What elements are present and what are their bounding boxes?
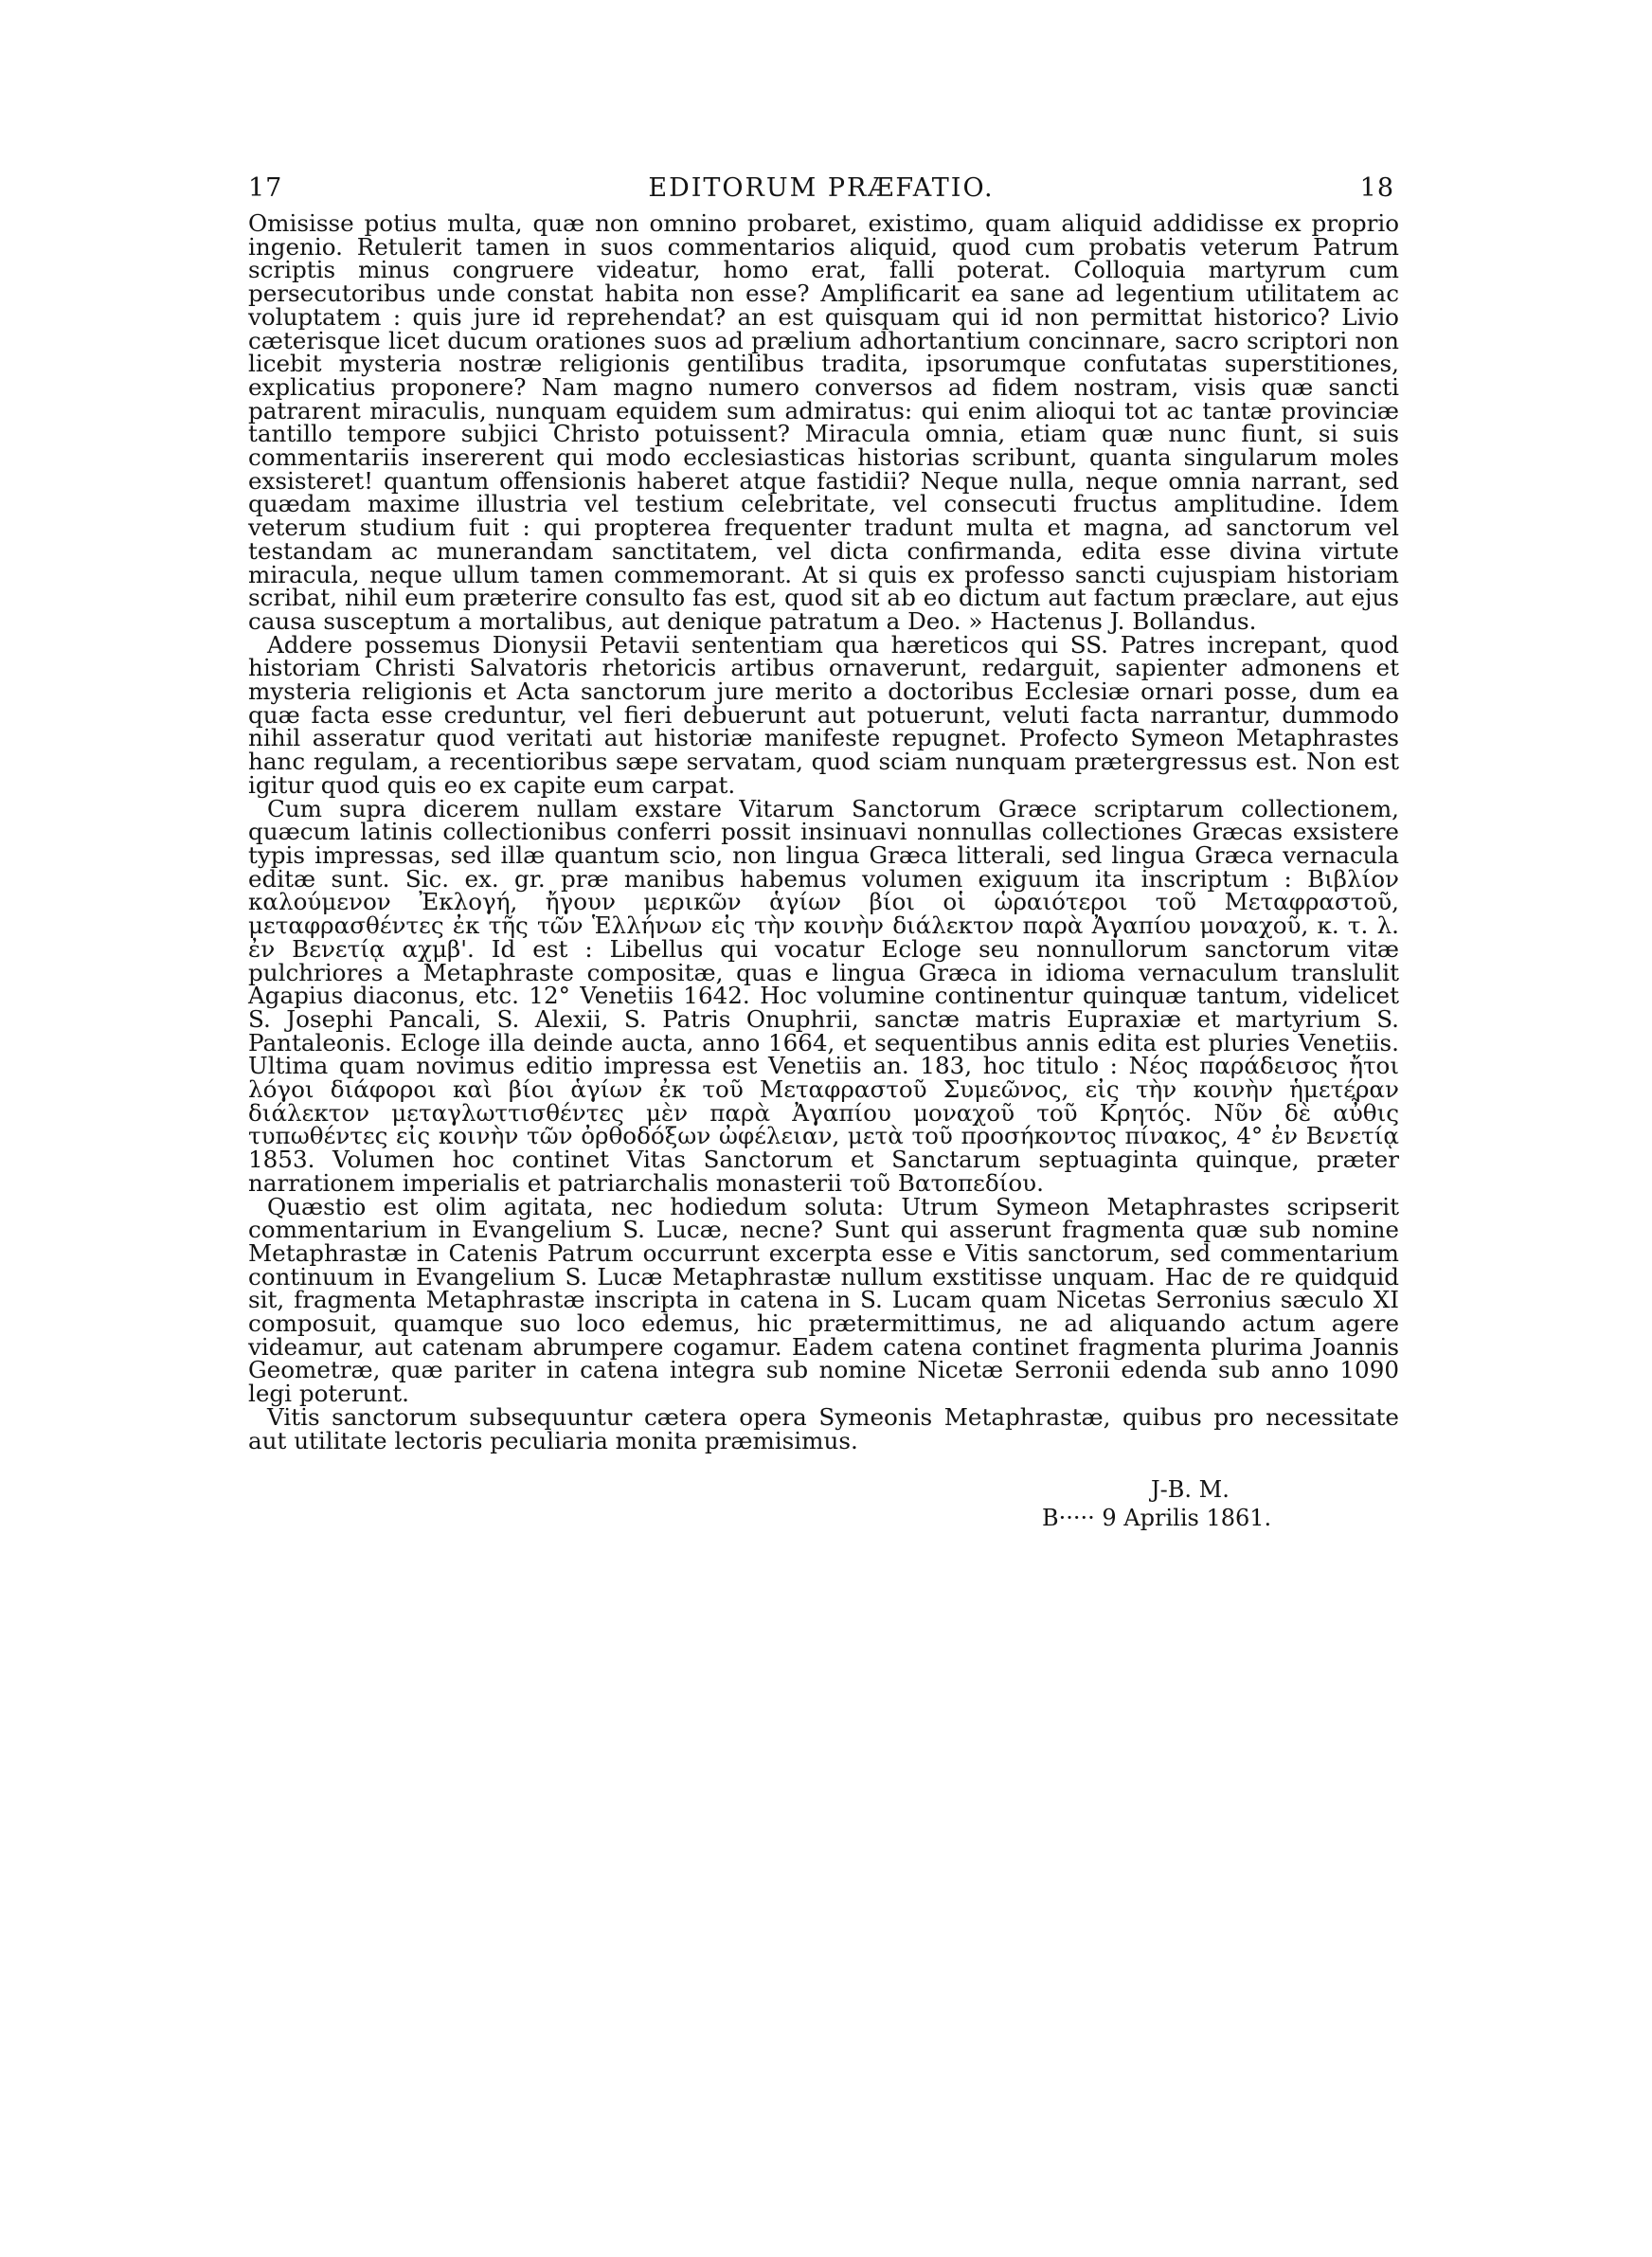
running-title: EDITORUM PRÆFATIO. (648, 173, 995, 203)
paragraph-greek-collections: Cum supra dicerem nullam exstare Vitarum Sanctorum Græce scriptarum collectionem, quæcum latinis collectionibus conferri possit insinuavi nonnullas collectiones Græcas exsistere typis impressas, sed illæ quantum scio, non lingua Græca litterali, sed lingua Græca vernacula editæ sunt. Sic. ex. gr. præ manibus habemus volumen exiguum ita inscriptum : Βιβλίον καλούμενον Ἐκλογή, ἤγουν μερικῶν ἁγίων βίοι οἱ ὡραιότεροι τοῦ Μεταφραστοῦ, μεταφρασθέντες ἐκ τῆς τῶν Ἑλλήνων εἰς τὴν κοινὴν διάλεκτον παρὰ Ἀγαπίου μοναχοῦ, κ. τ. λ. ἐν Βενετίᾳ αχμβ'. Id est : Libellus qui vocatur Ecloge seu nonnullorum sanctorum vitæ pulchriores a Metaphraste compositæ, quas e lingua Græca in idioma vernaculum translulit Agapius diaconus, etc. 12° Venetiis 1642. Hoc volumine continentur quinquæ tantum, videlicet S. Josephi Pancali, S. Alexii, S. Patris Onuphrii, sanctæ matris Eupraxiæ et martyrium S. Pantaleonis. Ecloge illa deinde aucta, anno 1664, et sequentibus annis edita est pluries Venetiis. Ultima quam novimus editio impressa est Venetiis an. 183, hoc titulo : Νέος παράδεισος ἤτοι λόγοι διάφοροι καὶ βίοι ἁγίων ἐκ τοῦ Μεταφραστοῦ Συμεῶνος, εἰς τὴν κοινὴν ἡμετέραν διάλεκτον μεταγλωττισθέντες μὲν παρὰ Ἀγαπίου μοναχοῦ τοῦ Κρητός. Νῦν δὲ αὖθις τυπωθέντες εἰς κοινὴν τῶν ὀρθοδόξων ὠφέλειαν, μετὰ τοῦ προσήκοντος πίνακος, 4° ἐν Βενετίᾳ 1853. Volumen hoc continet Vitas Sanctorum et Sanctarum septuaginta quinque, præter narrationem imperialis et patriarchalis monasterii τοῦ Βατοπεδίου. (248, 794, 1399, 1197)
signature-block (1042, 1475, 1402, 1532)
paragraph-commentary-question: Quæstio est olim agitata, nec hodiedum soluta: Utrum Symeon Metaphrastes scripserit commentarium in Evangelium S. Lucæ, necne? Sunt qui asserunt fragmenta quæ sub nomine Metaphrastæ in Catenis Patrum occurrunt excerpta esse e Vitis sanctorum, sed commentarium continuum in Evangelium S. Lucæ Metaphrastæ nullum exstitisse unquam. Hac de re quidquid sit, fragmenta Metaphrastæ inscripta in catena in S. Lucam quam Nicetas Serronius sæculo XI composuit, quamque suo loco edemus, hic prætermittimus, ne ad aliquando actum agere videamur, aut catenam abrumpere cogamur. Eadem catena continet fragmenta plurima Joannis Geometræ, quæ pariter in catena integra sub nomine Nicetæ Serronii edenda sub anno 1090 legi poterunt. (248, 1192, 1399, 1408)
signature-initials: J-B. M. (1151, 1476, 1230, 1503)
signature-place-date: B····· 9 Aprilis 1861. (1042, 1505, 1272, 1531)
paragraph-closing: Vitis sanctorum subsequuntur cætera opera Symeonis Metaphrastæ, quibus pro necessitate aut utilitate lectoris peculiaria monita præmisimus. (248, 1402, 1399, 1454)
paragraph-petavius: Addere possemus Dionysii Petavii sententiam qua hæreticos qui SS. Patres increpant, quod historiam Christi Salvatoris rhetoricis artibus ornaverunt, redarguit, sapienter admonens et mysteria religionis et Acta sanctorum jure merito a doctoribus Ecclesiæ ornari posse, dum ea quæ facta esse creduntur, vel fieri debuerunt aut potuerunt, veluti facta narrantur, dummodo nihil asseratur quod veritati aut historiæ manifeste repugnet. Profecto Symeon Metaphrastes hanc regulam, a recentioribus sæpe servatam, quod sciam nunquam prætergressus est. Non est igitur quod quis eo ex capite eum carpat. (248, 630, 1399, 799)
page-number-right: 18 (1359, 173, 1394, 203)
page-header (248, 173, 1394, 211)
paragraph-bollandus-quote: Omisisse potius multa, quæ non omnino probaret, existimo, quam aliquid addidisse ex proprio ingenio. Retulerit tamen in suos commentarios aliquid, quod cum probatis veterum Patrum scriptis minus congruere videatur, homo erat, falli poterat. Colloquia martyrum cum persecutoribus unde constat habita non esse? Amplificarit ea sane ad legentium utilitatem ac voluptatem : quis jure id reprehendat? an est quisquam qui id non permittat historico? Livio cæterisque licet ducum orationes suos ad prælium adhortantium concinnare, sacro scriptori non licebit mysteria nostræ religionis gentilibus tradita, ipsorumque confutatas superstitiones, explicatius proponere? Nam magno numero conversos ad fidem nostram, visis quæ sancti patrarent miraculis, nunquam equidem sum admiratus: qui enim alioqui tot ac tantæ provinciæ tantillo tempore subjici Christo potuissent? Miracula omnia, etiam quæ nunc fiunt, si suis commentariis insererent qui modo ecclesiasticas historias scribunt, quanta singularum moles exsisteret! quantum offensionis haberet atque fastidii? Neque nulla, neque omnia narrant, sed quædam maxime illustria vel testium celebritate, vel consecuti fructus amplitudine. Idem veterum studium fuit : qui propterea frequenter tradunt multa et magna, ad sanctorum vel testandam ac munerandam sanctitatem, vel dicta confirmanda, edita esse divina virtute miracula, neque ullum tamen commemorant. At si quis ex professo sancti cujuspiam historiam scribat, nihil eum præterire consulto fas est, quod sit ab eo dictum aut factum præclare, aut ejus causa susceptum a mortalibus, aut denique patratum a Deo. » Hactenus J. Bollandus. (248, 209, 1399, 635)
page-number-left: 17 (248, 173, 283, 203)
body-text (248, 209, 1399, 1454)
